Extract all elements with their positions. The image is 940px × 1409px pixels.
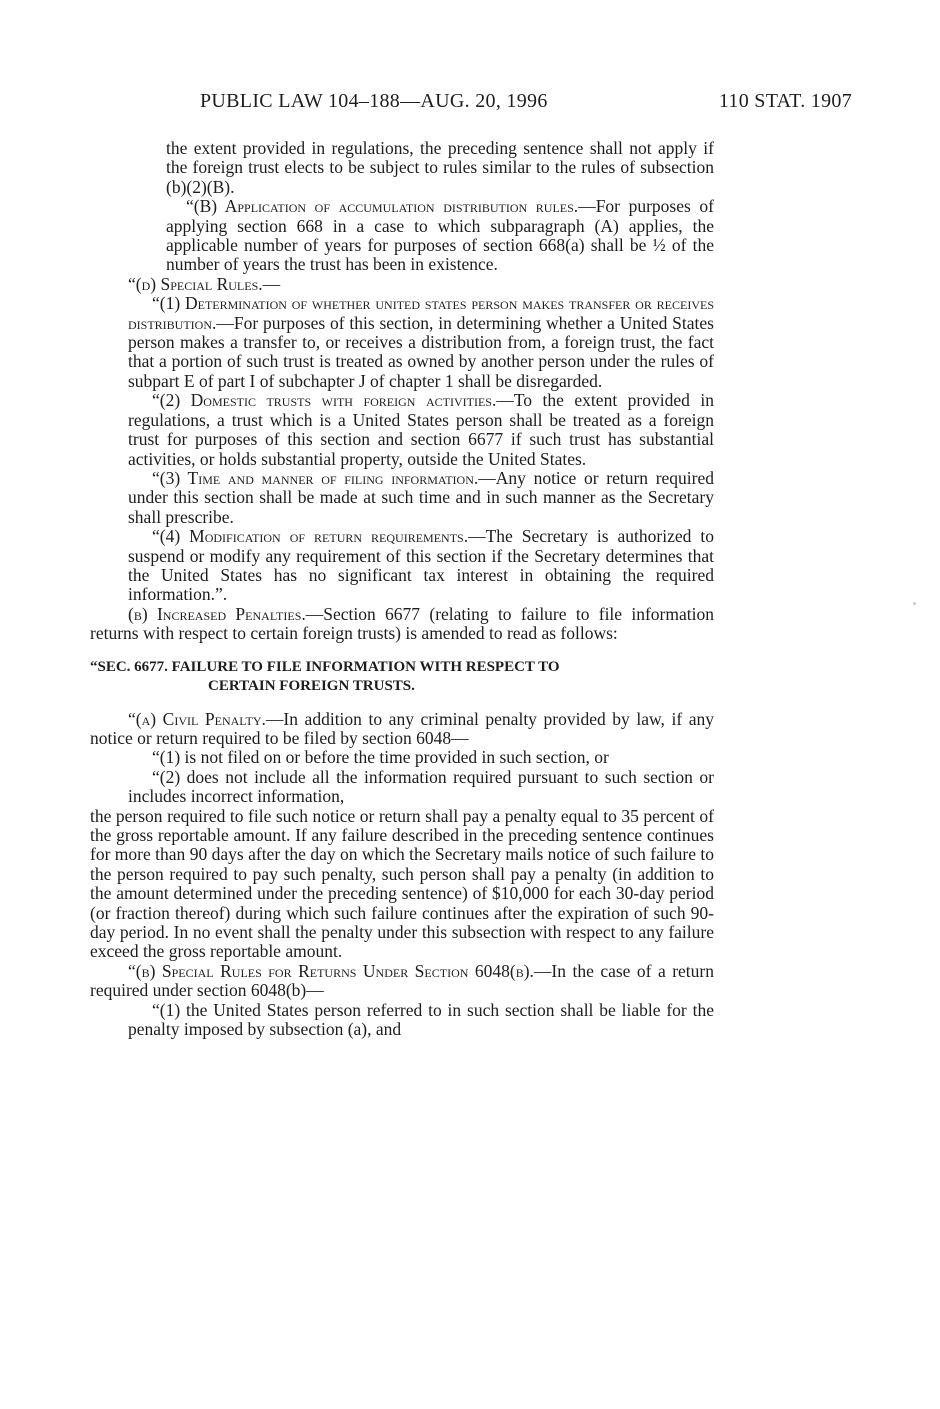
paragraph-determination [90, 294, 714, 391]
document-body [90, 139, 714, 1039]
section-heading [90, 658, 714, 696]
paragraph-heading: “(3) Time and manner of filing information. [152, 467, 479, 488]
paragraph-penalty-amount: the person required to file such notice or return shall pay a penalty equal to 35 percent of the gross reportable amount. If any failure described in the preceding sentence continues for more than 90 days after the day on which the Secretary mails notice of such failure to the person required to pay such penalty, such person shall pay a penalty (in addition to the amount determined under the preceding sentence) of $10,000 for each 30-day period (or fraction thereof) during which such failure continues after the expiration of such 90-day period. In no event shall the penalty under this subsection with respect to any failure exceed the gross reportable amount. [90, 805, 714, 962]
section-heading-line-1: “SEC. 6677. FAILURE TO FILE INFORMATION WITH RESPECT TO [90, 658, 560, 675]
paragraph-special-rules-6048b [90, 962, 714, 1001]
paragraph-heading: “(b) Special Rules for Returns Under Section 6048(b). [128, 960, 534, 981]
paragraph-heading: “(d) Special Rules. [128, 273, 263, 294]
paragraph-text: —To the extent provided in regulations, a trust which is a United States person shall be treated as a foreign trust for purposes of this section and section 6677 if such trust has substantial activities, or holds substantial property, outside the United States. [128, 390, 714, 469]
paragraph-heading: “(2) Domestic trusts with foreign activities. [152, 390, 497, 411]
section-heading-line-2: CERTAIN FOREIGN TRUSTS. [208, 677, 415, 694]
paragraph-text: — [262, 273, 281, 294]
paragraph-not-filed: “(1) is not filed on or before the time provided in such section, or [152, 747, 609, 768]
paragraph-modification [90, 527, 714, 605]
paragraph-accumulation-rules [90, 197, 714, 275]
paragraph-special-rules [90, 275, 714, 294]
scan-speck [913, 602, 916, 605]
paragraph-us-person-liable: “(1) the United States person referred to in such section shall be liable for the penalty imposed by subsection (a), and [128, 999, 714, 1040]
paragraph-text: —In the case of a return required under section 6048(b)— [90, 960, 714, 1001]
paragraph-civil-penalty [90, 710, 714, 749]
paragraph-heading: “(B) Application of accumulation distribution rules. [186, 196, 579, 217]
paragraph-heading: (b) Increased Penalties. [128, 603, 306, 624]
paragraph-heading: “(1) Determination of whether united states person makes transfer or receives distribution. [128, 293, 714, 333]
header-law-citation: PUBLIC LAW 104–188—AUG. 20, 1996 [200, 90, 548, 112]
paragraph-domestic-trusts [90, 391, 714, 469]
paragraph-text: —In addition to any criminal penalty provided by law, if any notice or return required to be filed by section 6048— [90, 708, 714, 748]
paragraph-increased-penalties [90, 605, 714, 644]
paragraph-text: —For purposes of this section, in determining whether a United States person makes a transfer to, or receives a distribution from, a foreign trust, the fact that a portion of such trust is treated as owned by another person under the rules of subpart E of part I of subchapter J of chapter 1 shall be disregarded. [128, 312, 714, 391]
paragraph-text: —Any notice or return required under this section shall be made at such time and in such manner as the Secretary shall prescribe. [128, 467, 714, 527]
paragraph-heading: “(a) Civil Penalty. [128, 708, 266, 729]
paragraph-time-and-manner [90, 469, 714, 527]
header-stat-page: 110 STAT. 1907 [718, 90, 852, 112]
paragraph-regulations-continued: the extent provided in regulations, the preceding sentence shall not apply if the foreign trust elects to be subject to rules similar to the rules of subsection (b)(2)(B). [166, 138, 714, 197]
paragraph-incomplete-info: “(2) does not include all the information required pursuant to such section or includes incorrect information, [128, 766, 714, 807]
paragraph-text: —For purposes of applying section 668 in a case to which subparagraph (A) applies, the applicable number of years for purposes of section 668(a) shall be ½ of the number of years the trust has been in existence. [166, 196, 715, 275]
paragraph-heading: “(4) Modification of return requirements. [152, 526, 469, 547]
paragraph-text: —The Secretary is authorized to suspend or modify any requirement of this section if the Secretary determines that the United States has no significant tax interest in obtaining the required information.”. [128, 526, 714, 605]
paragraph-text: —Section 6677 (relating to failure to file information returns with respect to certain foreign trusts) is amended to read as follows: [90, 603, 714, 644]
